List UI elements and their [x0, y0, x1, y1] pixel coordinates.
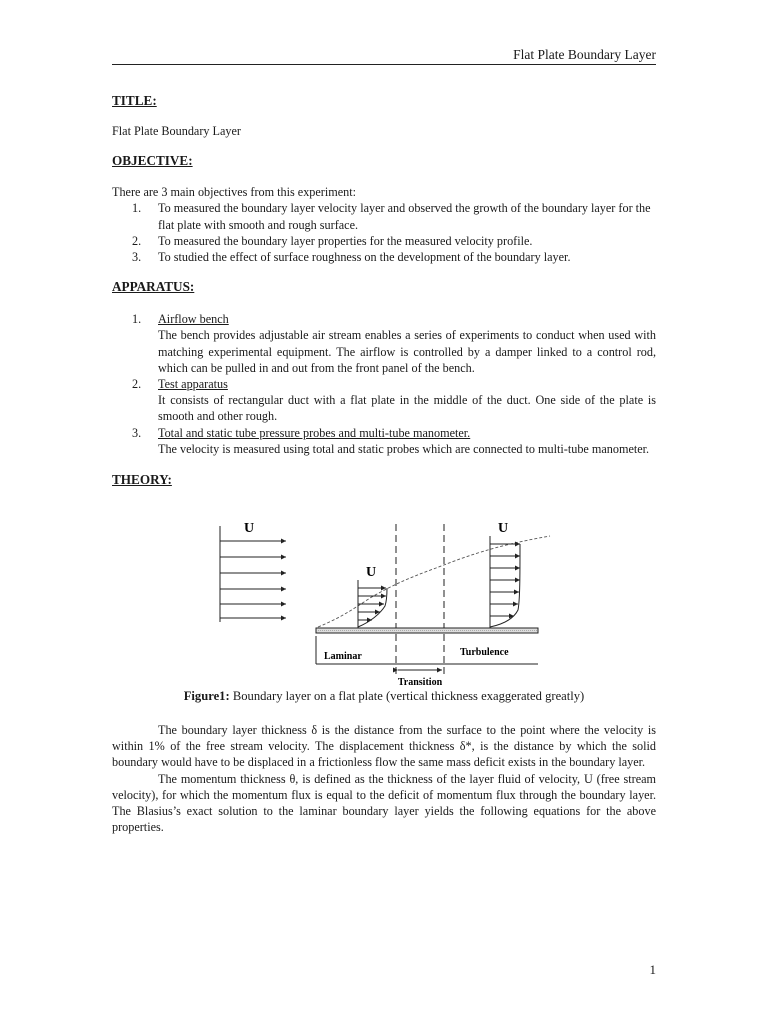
objective-item-text: To studied the effect of surface roughness on the development of the boundary layer. [158, 250, 571, 265]
freestream-profile-left [220, 526, 286, 622]
label-laminar: Laminar [324, 651, 362, 662]
figure-caption [112, 689, 656, 704]
apparatus-item-name: Airflow bench [158, 312, 229, 327]
objective-item-text: To measured the boundary layer properties for the measured velocity profile. [158, 233, 533, 248]
boundary-layer-figure [200, 514, 560, 690]
apparatus-heading: APPARATUS: [112, 279, 195, 295]
caption-label: Figure1: [183, 689, 230, 703]
caption-text: Boundary layer on a flat plate (vertical thickness exaggerated greatly) [229, 689, 585, 703]
list-number: 1. [132, 201, 142, 216]
header-rule [112, 64, 656, 65]
running-header: Flat Plate Boundary Layer [513, 47, 656, 62]
label-u-right: U [498, 521, 509, 536]
list-number: 1. [132, 312, 142, 327]
objective-intro: There are 3 main objectives from this experiment: [112, 185, 356, 200]
label-transition: Transition [397, 677, 443, 688]
objective-heading: OBJECTIVE: [112, 153, 193, 169]
apparatus-item-name: Test apparatus [158, 377, 228, 392]
theory-body [112, 722, 656, 835]
apparatus-list [112, 311, 656, 457]
apparatus-item-text: The bench provides adjustable air stream enables a series of experiments to conduct when used with matching experimental equipment. The airflow is controlled by a damper linked to a control rod, which can be pulled in and out from the front panel of the bench. [158, 328, 656, 375]
title-heading: TITLE: [112, 93, 157, 108]
objective-item-text: To measured the boundary layer velocity layer and observed the growth of the boundary layer for the flat plate with smooth and rough surface. [158, 201, 651, 232]
objective-list [112, 200, 656, 265]
page-number: 1 [649, 962, 656, 977]
apparatus-item-name: Total and static tube pressure probes and multi-tube manometer. [158, 425, 471, 440]
theory-heading: THEORY: [112, 472, 172, 488]
objective-item [112, 200, 656, 232]
apparatus-item [112, 376, 656, 425]
laminar-velocity-profile [358, 580, 387, 628]
list-number: 3. [132, 425, 142, 440]
boundary-layer-edge [318, 536, 550, 627]
label-turbulence: Turbulence [460, 647, 509, 658]
theory-paragraph-2: The momentum thickness θ, is defined as the thickness of the layer fluid of velocity, U (free stream velocity), for which the momentum flux is equal to the deficit of momentum flux through the boundary layer. The Blasius’s exact solution to the laminar boundary layer yields the following equations for the above properties. [112, 771, 656, 835]
apparatus-item [112, 425, 656, 457]
label-u-left: U [244, 521, 255, 536]
turbulent-velocity-profile [490, 536, 520, 628]
objective-item [112, 233, 656, 249]
label-u-mid: U [366, 565, 377, 580]
apparatus-item [112, 311, 656, 376]
objective-item [112, 249, 656, 265]
title-text: Flat Plate Boundary Layer [112, 124, 241, 138]
apparatus-item-text: It consists of rectangular duct with a flat plate in the middle of the duct. One side of the plate is smooth and other rough. [158, 393, 656, 424]
boundary-layer-diagram [200, 514, 560, 690]
list-number: 2. [132, 377, 142, 392]
list-number: 3. [132, 250, 142, 265]
theory-paragraph-1: The boundary layer thickness δ is the distance from the surface to the point where the velocity is within 1% of the free stream velocity. The displacement thickness δ*, is the distance by which the solid boundary would have to be displaced in a frictionless flow the same mass deficit exists in the boundary layer. [112, 723, 656, 770]
document-body [112, 93, 656, 488]
apparatus-item-text: The velocity is measured using total and static probes which are connected to multi-tube manometer. [158, 441, 650, 456]
list-number: 2. [132, 233, 142, 248]
